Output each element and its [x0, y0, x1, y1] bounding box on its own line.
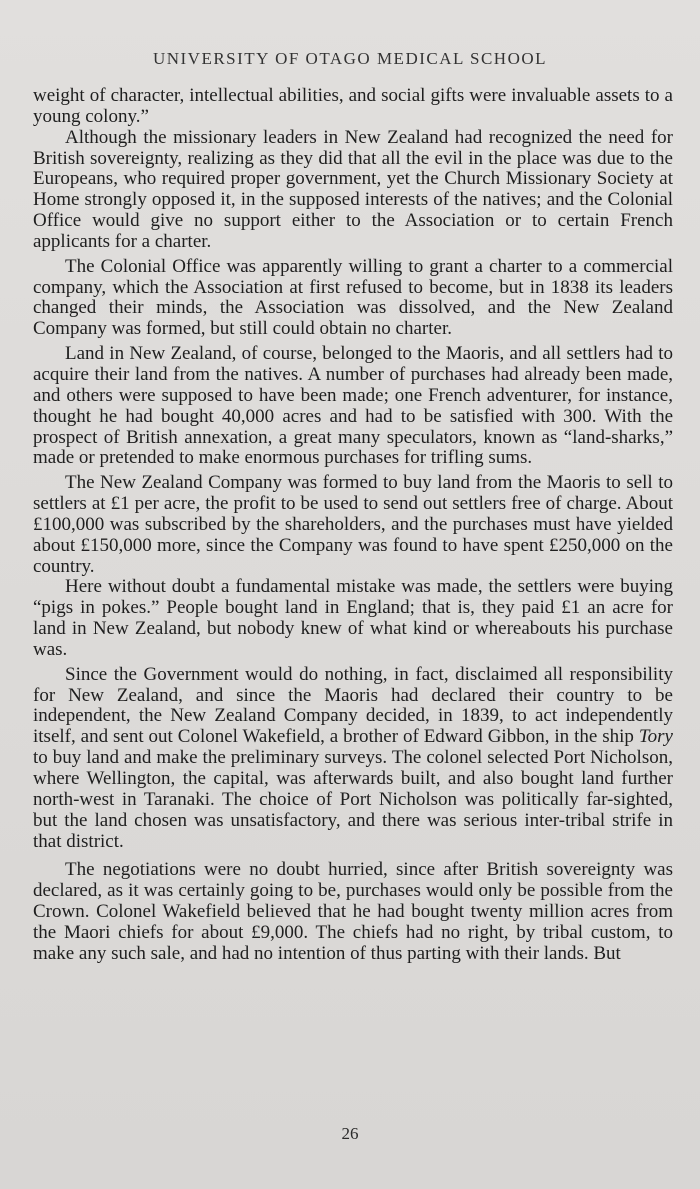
paragraph-wakefield [33, 665, 673, 853]
paragraph-wakefield-start: Since the Government would do nothing, in fact, disclaimed all responsibility for New Zealand, and since the Maoris had declared their country to be independent, the New Zealand Company decided, in 1839, to act independently itself, and sent out Colonel Wakefield, a brother of Edward Gibbon, in the ship [33, 663, 673, 748]
body-text [33, 86, 673, 965]
page-number: 26 [341, 1124, 359, 1143]
paragraph-land: Land in New Zealand, of course, belonged to the Maoris, and all settlers had to acquire their land from the natives. A number of purchases had already been made, and others were supposed to have been made; one French adventurer, for instance, thought he had bought 40,000 acres and had to be satisfied with 300. With the prospect of British annexation, a great many speculators, known as “land-sharks,” made or pretended to make enormous purchases for trifling sums. [33, 343, 673, 469]
paragraph-wakefield-end: to buy land and make the preliminary surveys. The colonel selected Port Nicholson, where Wellington, the capital, was afterwards built, and also bought land further north-west in Taranaki. The choice of Port Nicholson was politically far-sighted, but the land chosen was unsatisfactory, and there was serious inter-tribal strife in that district. [33, 747, 673, 852]
paragraph-negotiations: The negotiations were no doubt hurried, since after British sovereignty was declared, as it was certainly going to be, purchases would only be possible from the Crown. Colonel Wakefield believed that he had bought twenty million acres from the Maori chiefs for about £9,000. The chiefs had no right, by tribal custom, to make any such sale, and had no intention of thus parting with their lands. But [33, 859, 673, 964]
ship-name: Tory [638, 726, 673, 748]
paragraph-charter: The Colonial Office was apparently willing to grant a charter to a commercial company, which the Association at first refused to become, but in 1838 its leaders changed their minds, the Association was dissolved, and the New Zealand Company was formed, but still could obtain no charter. [33, 255, 673, 340]
paragraph-sovereignty: Although the missionary leaders in New Zealand had recognized the need for British sovereignty, realizing as they did that all the evil in the place was due to the Europeans, who required proper government, yet the Church Missionary Society at Home strongly opposed it, in the supposed interests of the natives; and the Colonial Office would give no support either to the Association or to certain French applicants for a charter. [33, 126, 673, 252]
paragraph-company: The New Zealand Company was formed to buy land from the Maoris to sell to settlers at £1 per acre, the profit to be used to send out settlers free of charge. About £100,000 was subscribed by the shareholders, and the purchases must have yielded about £150,000 more, since the Company was found to have spent £250,000 on the country. [33, 472, 673, 577]
paragraph-mistake: Here without doubt a fundamental mistake was made, the settlers were buying “pigs in pokes.” People bought land in England; that is, they paid £1 an acre for land in New Zealand, but nobody knew of what kind or whereabouts his purchase was. [33, 576, 673, 660]
running-head: UNIVERSITY OF OTAGO MEDICAL SCHOOL [152, 49, 548, 68]
paragraph-continuation: weight of character, intellectual abilities, and social gifts were invaluable assets to a young colony.” [33, 85, 673, 127]
